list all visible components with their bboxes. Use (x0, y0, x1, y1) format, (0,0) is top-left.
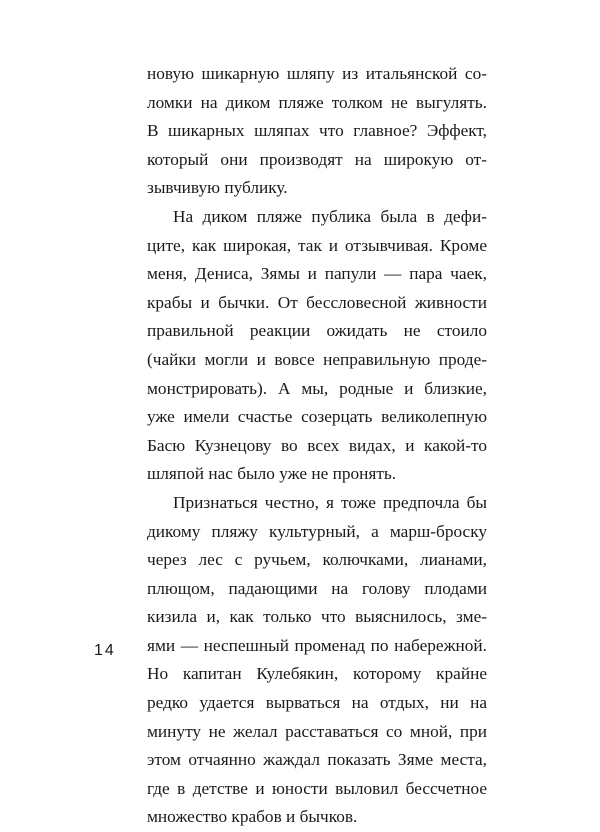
text-line: дикому пляжу культурный, а марш-броску (147, 521, 487, 541)
text-line: зывчивую публику. (147, 178, 288, 198)
text-line: редко удается вырваться на отдых, ни на (147, 693, 487, 713)
text-line: ями — неспешный променад по набережной. (147, 635, 487, 655)
text-line: Но капитан Кулебякин, которому крайне (147, 664, 487, 684)
text-line: минуту не желал расставаться со мной, при (147, 721, 487, 741)
text-line: плющом, падающими на голову плодами (147, 578, 487, 598)
page-number: 14 (94, 642, 116, 659)
paragraph-first-line: На диком пляже публика была в дефи- (173, 206, 487, 226)
text-line: кизила и, как только что выяснилось, зме- (147, 607, 487, 627)
paragraph-first-line: Признаться честно, я тоже предпочла бы (173, 492, 487, 512)
text-line: В шикарных шляпах что главное? Эффект, (147, 121, 487, 141)
text-line: этом отчаянно жаждал показать Зяме места, (147, 750, 487, 770)
text-line: правильной реакции ожидать не стоило (147, 321, 487, 341)
text-line: множество крабов и бычков. (147, 807, 358, 827)
text-line: новую шикарную шляпу из итальянской со- (147, 64, 487, 83)
text-line: Басю Кузнецову во всех видах, и какой-то (147, 435, 487, 455)
text-line: (чайки могли и вовсе неправильную проде- (147, 349, 487, 369)
text-line: который они производят на широкую от- (147, 149, 487, 169)
text-line: где в детстве и юности выловил бессчетное (147, 778, 487, 798)
text-line: крабы и бычки. От бессловесной живности (147, 292, 487, 312)
text-line: монстрировать). А мы, родные и близкие, (147, 378, 487, 398)
text-line: ците, как широкая, так и отзывчивая. Кроме (147, 235, 487, 255)
text-line: через лес с ручьем, колючками, лианами, (147, 550, 487, 570)
text-line: шляпой нас было уже не пронять. (147, 464, 397, 484)
text-line: уже имели счастье созерцать великолепную (147, 407, 487, 427)
body-text (147, 60, 487, 832)
text-line: меня, Дениса, Зямы и папули — пара чаек, (147, 264, 487, 284)
text-line: ломки на диком пляже толком не выгулять. (147, 92, 487, 112)
